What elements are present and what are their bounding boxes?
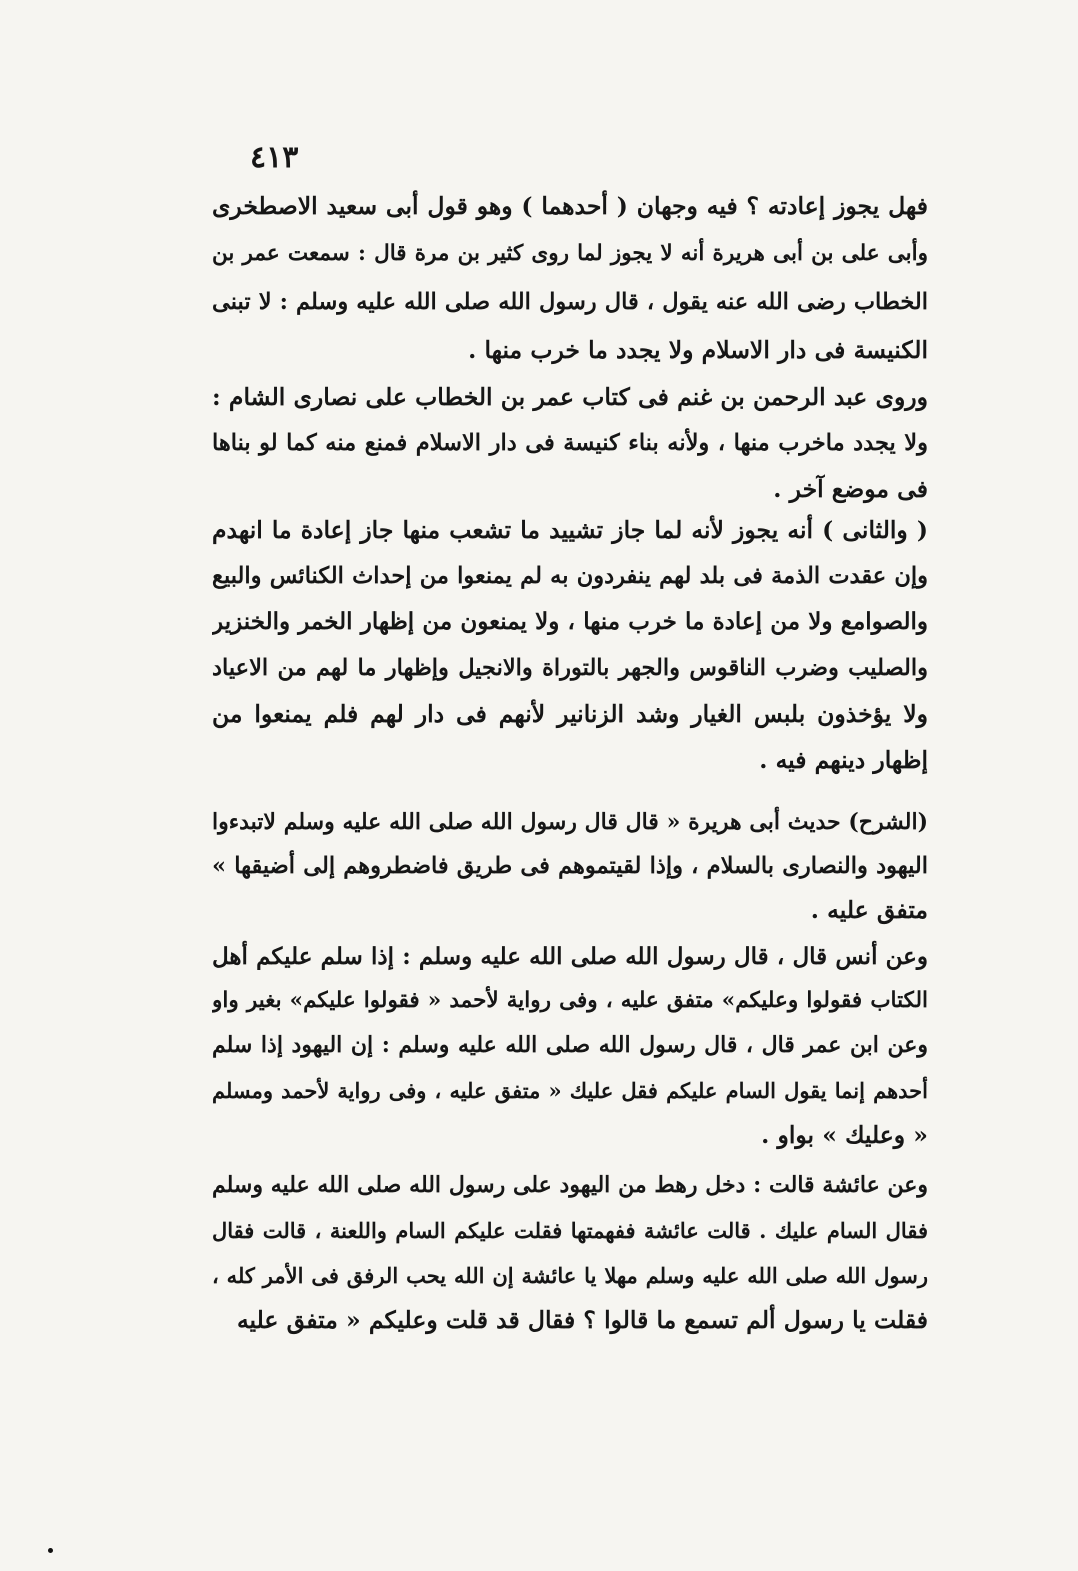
text-line: الكنيسة فى دار الاسلام ولا يجدد ما خرب منها . (468, 336, 928, 364)
text-line: متفق عليه . (810, 896, 928, 924)
text-line: وروى عبد الرحمن بن غنم فى كتاب عمر بن الخطاب على نصارى الشام : (212, 383, 928, 411)
paragraph-1 (212, 182, 928, 374)
text-line: « وعليك » بواو . (761, 1121, 928, 1149)
text-line: أحدهم إنما يقول السام عليكم فقل عليك « متفق عليه ، وفى رواية لأحمد ومسلم (212, 1078, 928, 1103)
paragraph-5 (212, 935, 928, 1023)
text-line: ولا يؤخذون بلبس الغيار وشد الزنانير لأنهم فى دار لهم فلم يمنعوا من (212, 700, 928, 728)
text-line: فهل يجوز إعادته ؟ فيه وجهان ( أحدهما ) وهو قول أبى سعيد الاصطخرى (212, 192, 928, 220)
text-line: الخطاب رضى الله عنه يقول ، قال رسول الله صلى الله عليه وسلم : لا تبنى (212, 289, 928, 315)
text-line: والصوامع ولا من إعادة ما خرب منها ، ولا يمنعون من إظهار الخمر والخنزير (212, 608, 928, 635)
text-line: وعن ابن عمر قال ، قال رسول الله صلى الله عليه وسلم : إن اليهود إذا سلم (212, 1032, 928, 1058)
paragraph-7 (212, 1163, 928, 1343)
text-line: الكتاب فقولوا وعليكم» متفق عليه ، وفى رواية لأحمد « فقولوا عليكم» بغير واو (212, 988, 928, 1013)
text-line: وأبى على بن أبى هريرة أنه لا يجوز لما روى كثير بن مرة قال : سمعت عمر بن (212, 241, 928, 266)
paragraph-2 (212, 374, 928, 512)
scan-speck (48, 1548, 53, 1553)
text-line: ( والثانى ) أنه يجوز لأنه لما جاز تشييد ما تشعب منها جاز إعادة ما انهدم (212, 516, 928, 544)
text-line: فى موضع آخر . (773, 475, 928, 503)
text-line: فقلت يا رسول ألم تسمع ما قالوا ؟ فقال قد قلت وعليكم « متفق عليه (236, 1306, 928, 1334)
paragraph-3 (212, 507, 928, 783)
text-line: وعن عائشة قالت : دخل رهط من اليهود على رسول الله صلى الله عليه وسلم (212, 1172, 928, 1198)
page-number: ٤١٣ (250, 140, 299, 175)
text-line: وإن عقدت الذمة فى بلد لهم ينفردون به لم يمنعوا من إحداث الكنائس والبيع (212, 563, 928, 589)
text-line: ولا يجدد ماخرب منها ، ولأنه بناء كنيسة فى دار الاسلام فمنع منه كما لو بناها (212, 430, 928, 456)
text-line: فقال السام عليك . قالت عائشة ففهمتها فقلت عليكم السام واللعنة ، قالت فقال (212, 1218, 928, 1243)
text-line: والصليب وضرب الناقوس والجهر بالتوراة والانجيل وإظهار ما لهم من الاعياد (212, 655, 928, 681)
paragraph-4 (212, 800, 928, 932)
text-line: (الشرح) حديث أبى هريرة « قال قال رسول الله صلى الله عليه وسلم لاتبدءوا (212, 809, 928, 835)
text-line: إظهار دينهم فيه . (759, 746, 928, 774)
text-line: اليهود والنصارى بالسلام ، وإذا لقيتموهم فى طريق فاضطروهم إلى أضيقها » (212, 853, 928, 879)
text-line: رسول الله صلى الله عليه وسلم مهلا يا عائشة إن الله يحب الرفق فى الأمر كله ، (212, 1263, 928, 1288)
paragraph-6 (212, 1023, 928, 1158)
text-line: وعن أنس قال ، قال رسول الله صلى الله عليه وسلم : إذا سلم عليكم أهل (212, 943, 928, 970)
